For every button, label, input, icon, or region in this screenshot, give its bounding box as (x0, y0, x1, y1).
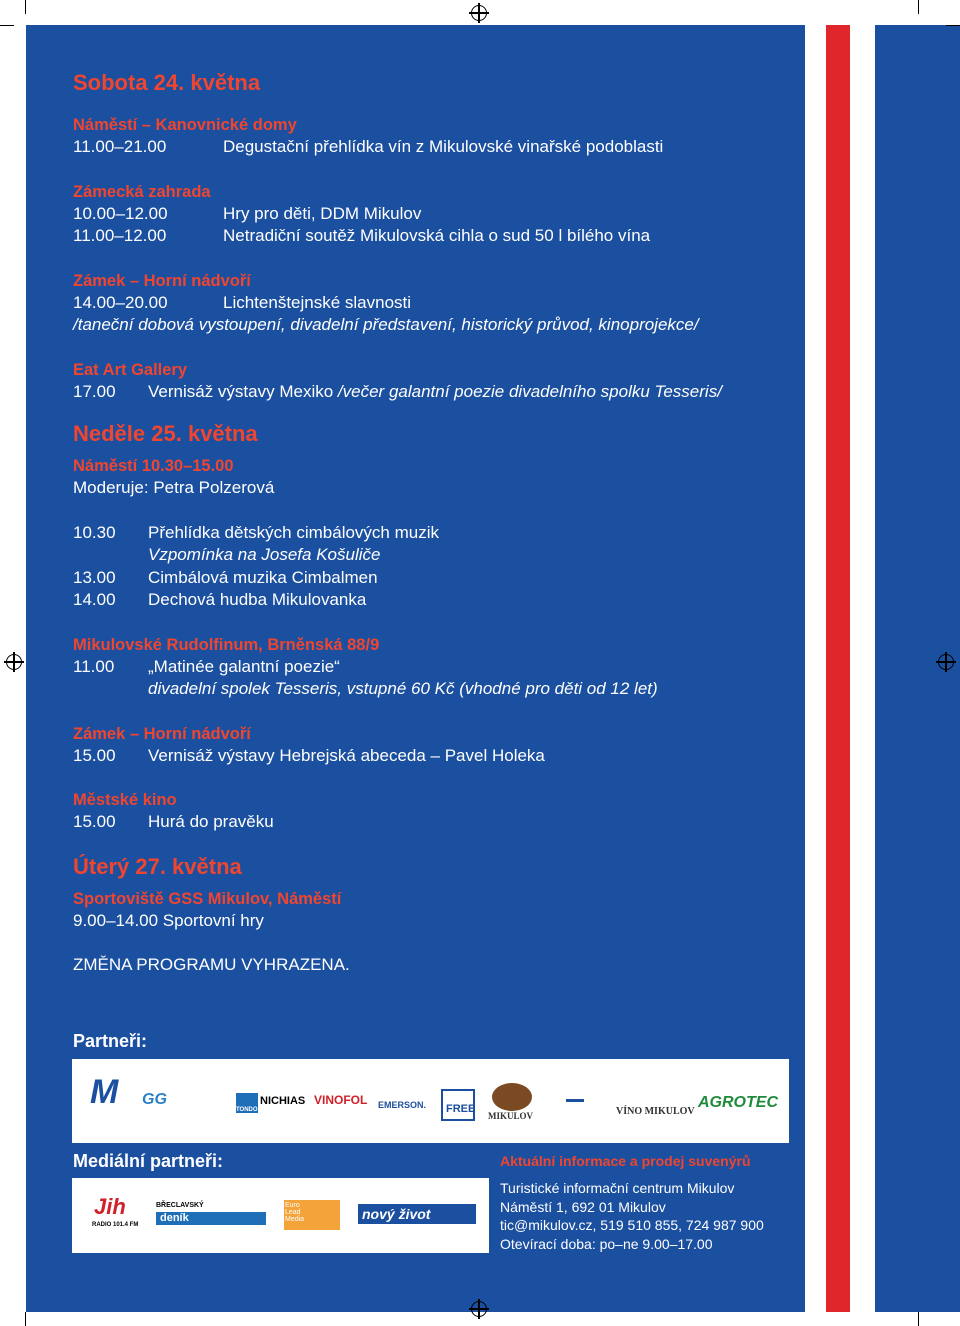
venue-title: Zámek – Horní nádvoří (73, 724, 251, 743)
info-block (500, 1179, 764, 1253)
logo-denik: deník (160, 1212, 189, 1224)
media-partners-title: Mediální partneři: (73, 1151, 224, 1171)
event-line: 13.00 Cimbálová muzika Cimbalmen (73, 567, 378, 587)
crop-mark (918, 1312, 919, 1326)
registration-mark-bottom (469, 1299, 489, 1319)
event-line: 10.00–12.00 Hry pro děti, DDM Mikulov (73, 203, 422, 223)
logo-nichias: NICHIAS (260, 1095, 306, 1107)
registration-mark-left (4, 652, 24, 672)
logo-m: M (90, 1073, 119, 1111)
event-line: 15.00 Hurá do pravěku (73, 812, 274, 831)
event-line: 14.00 Dechová hudba Mikulovanka (73, 590, 367, 609)
programme (73, 66, 793, 977)
event-line: 11.00–12.00 Netradiční soutěž Mikulovská cihla o sud 50 l bílého vína (73, 226, 651, 245)
event-note: /taneční dobová vystoupení, divadelní představení, historický průvod, kinoprojekce/ (73, 315, 699, 334)
info-hours: Otevírací doba: po–ne 9.00–17.00 (500, 1235, 713, 1252)
logo-jih: Jih (94, 1194, 126, 1219)
event-line: 11.00 „Matinée galantní poezie“ (73, 656, 340, 676)
red-stripe (826, 25, 850, 1312)
media-logos (72, 1178, 489, 1253)
venue-title: Mikulovské Rudolfinum, Brněnská 88/9 (73, 635, 380, 654)
logo-jih-radio: RADIO 101.4 FM (92, 1222, 139, 1228)
logo-mikulov-badge (492, 1083, 532, 1111)
logo-free-text: FREE (446, 1103, 476, 1115)
partners-logos (72, 1059, 789, 1143)
day-title: Neděle 25. května (73, 421, 258, 446)
program-change-notice: ZMĚNA PROGRAMU VYHRAZENA. (73, 955, 350, 974)
registration-mark-right (936, 652, 956, 672)
event-line: 17.00 Vernisáž výstavy Mexiko /večer galantní poezie divadelního spolku Tesseris/ (73, 381, 722, 401)
venue-title: Eat Art Gallery (73, 360, 188, 379)
event-line: 15.00 Vernisáž výstavy Hebrejská abeceda – Pavel Holeka (73, 745, 545, 765)
venue-title: Náměstí 10.30–15.00 (73, 457, 234, 475)
event-note: divadelní spolek Tesseris, vstupné 60 Kč (vhodné pro děti od 12 let) (148, 679, 658, 698)
event-line: 11.00–21.00 Degustační přehlídka vín z Mikulovské vinařské podoblasti (73, 137, 664, 156)
logo-tondo-text: TONDO (236, 1107, 258, 1113)
logo-breclavsky: BŘECLAVSKÝ (156, 1202, 204, 1209)
crop-mark (946, 25, 960, 26)
venue-title: Městské kino (73, 791, 177, 809)
logo-gg: GG (142, 1091, 167, 1108)
info-line: Turistické informační centrum Mikulov (500, 1180, 735, 1196)
crop-mark (25, 1312, 26, 1326)
logo-mikulov: MIKULOV (488, 1111, 533, 1121)
logo-eurolead-text: Euro Lead Media (285, 1202, 305, 1223)
partners-title: Partneři: (73, 1031, 148, 1051)
event-line: 14.00–20.00 Lichtenštejnské slavnosti (73, 292, 412, 312)
venue-title: Náměstí – Kanovnické domy (73, 116, 297, 134)
event-line: 9.00–14.00 Sportovní hry (73, 910, 264, 930)
venue-title: Zámek – Horní nádvoří (73, 271, 251, 290)
day-title: Úterý 27. května (73, 853, 242, 879)
info-line: Náměstí 1, 692 01 Mikulov (500, 1198, 666, 1215)
crop-mark (0, 25, 14, 26)
logo-emerson: EMERSON. (378, 1100, 427, 1110)
info-title: Aktuální informace a prodej suvenýrů (500, 1153, 751, 1169)
venue-title: Sportoviště GSS Mikulov, Náměstí (73, 889, 342, 908)
logo-vinarstvi (566, 1087, 584, 1102)
logo-novy-zivot: nový život (362, 1206, 431, 1222)
event-line: 10.30 Přehlídka dětských cimbálových muzik (73, 522, 440, 542)
info-contact: tic@mikulov.cz, 519 510 855, 724 987 900 (500, 1217, 764, 1233)
registration-mark-top (469, 3, 489, 23)
day-title: Sobota 24. května (73, 70, 261, 95)
venue-title: Zámecká zahrada (73, 182, 211, 201)
logo-vinofol: VINOFOL (314, 1093, 368, 1107)
logo-vino-mikulov: VÍNO MIKULOV (616, 1106, 695, 1117)
crop-mark (918, 0, 919, 14)
logo-agrotec: AGROTEC (698, 1094, 778, 1111)
moderator: Moderuje: Petra Polzerová (73, 478, 275, 497)
crop-mark (25, 0, 26, 14)
event-note: Vzpomínka na Josefa Košuliče (148, 545, 381, 564)
